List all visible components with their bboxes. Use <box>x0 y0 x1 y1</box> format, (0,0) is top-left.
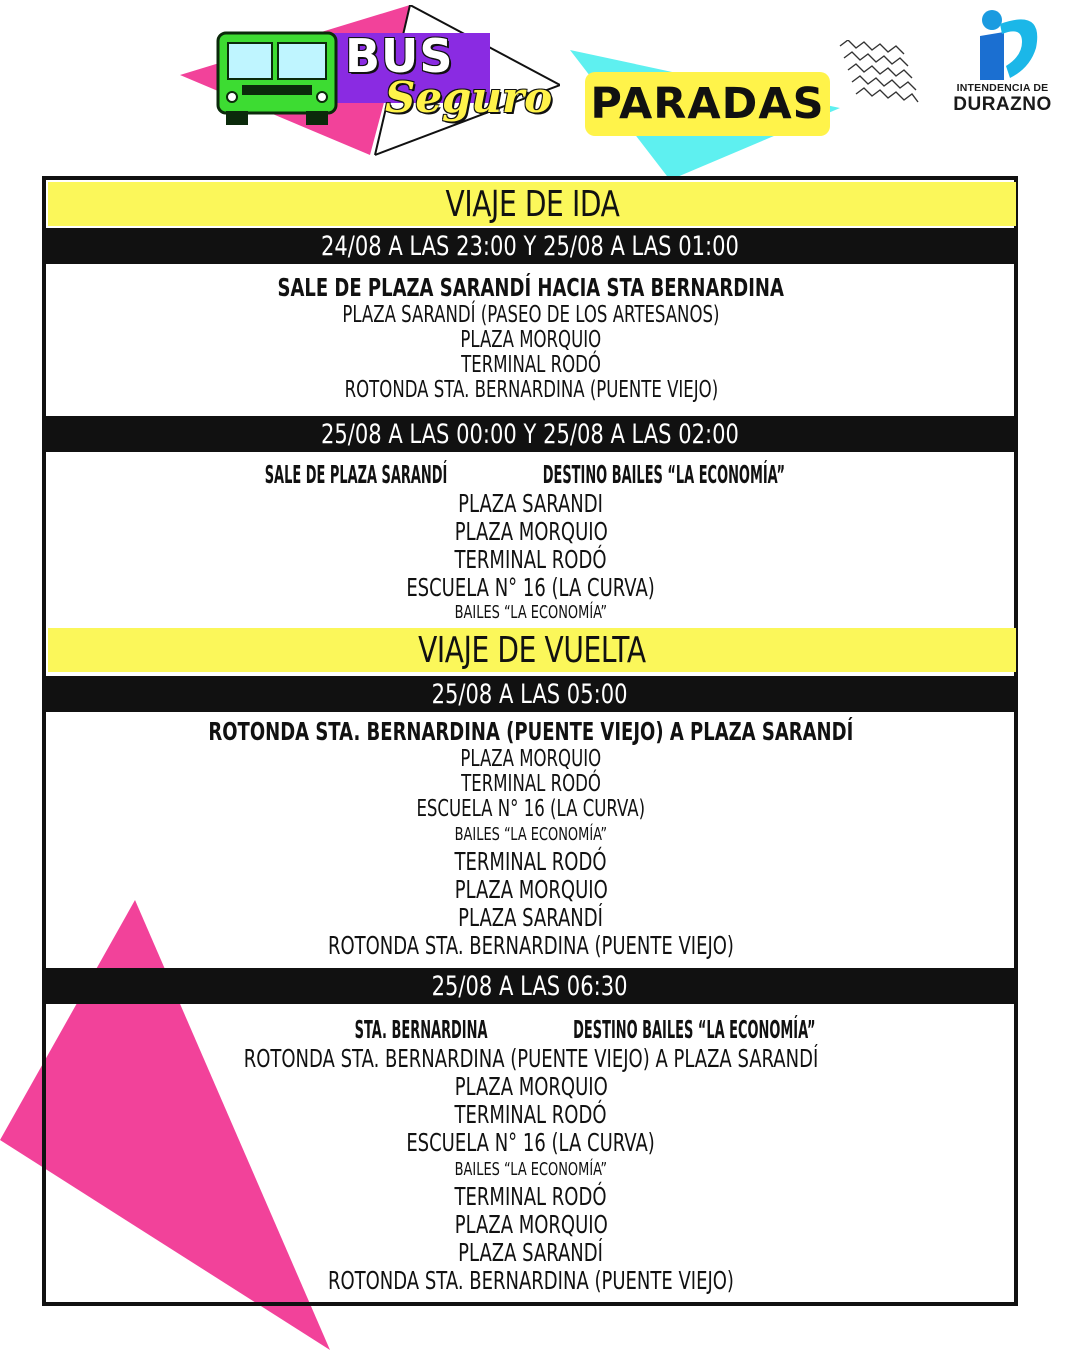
vuelta-trip2-block <box>46 1015 1016 1295</box>
list-item: ROTONDA STA. BERNARDINA (PUENTE VIEJO) <box>327 931 735 960</box>
bus-seguro-logo <box>180 5 560 165</box>
list-item: PLAZA SARANDI <box>458 489 604 518</box>
section-title-vuelta: VIAJE DE VUELTA <box>48 628 1016 672</box>
paradas-badge <box>585 72 830 136</box>
list-item: TERMINAL RODÓ <box>455 1182 607 1211</box>
list-item: ROTONDA STA. BERNARDINA (PUENTE VIEJO) <box>327 1266 735 1295</box>
ida-trip2-time: 25/08 A LAS 00:00 Y 25/08 A LAS 02:00 <box>44 416 1016 452</box>
intendencia-line2: DURAZNO <box>953 94 1052 115</box>
intendencia-line1: INTENDENCIA DE <box>956 82 1049 94</box>
list-item: ESCUELA N° 16 (LA CURVA) <box>416 796 646 822</box>
list-item: PLAZA MORQUIO <box>454 1210 608 1239</box>
page-title: PARADAS <box>590 79 825 129</box>
list-item: TERMINAL RODÓ <box>455 545 607 574</box>
zigzag-decoration-icon <box>838 40 920 108</box>
list-item: TERMINAL RODÓ <box>461 352 601 378</box>
ida-trip2-block <box>46 460 1016 624</box>
list-item: TERMINAL RODÓ <box>461 771 601 797</box>
list-item: PLAZA MORQUIO <box>454 517 608 546</box>
section-title-ida: VIAJE DE IDA <box>48 182 1016 226</box>
list-item: ESCUELA N° 16 (LA CURVA) <box>406 1128 656 1157</box>
list-item: PLAZA MORQUIO <box>454 875 608 904</box>
vuelta-trip2-route: STA. BERNARDINA DESTINO BAILES “LA ECONOMÍA” <box>355 1015 816 1044</box>
vuelta-trip1-block <box>46 717 1016 960</box>
vuelta-trip2-time: 25/08 A LAS 06:30 <box>44 968 1016 1004</box>
ida-trip1-block <box>46 273 1016 403</box>
list-item: BAILES “LA ECONOMÍA” <box>454 824 608 845</box>
ida-trip1-route: SALE DE PLAZA SARANDÍ HACIA STA BERNARDINA <box>277 273 785 302</box>
list-item: PLAZA MORQUIO <box>460 746 602 772</box>
list-item: TERMINAL RODÓ <box>455 847 607 876</box>
list-item: TERMINAL RODÓ <box>455 1100 607 1129</box>
list-item: ROTONDA STA. BERNARDINA (PUENTE VIEJO) A PLAZA SARANDÍ <box>243 1044 819 1073</box>
vuelta-trip1-time: 25/08 A LAS 05:00 <box>44 676 1016 712</box>
list-item: PLAZA SARANDÍ <box>458 903 604 932</box>
list-item: BAILES “LA ECONOMÍA” <box>454 1159 608 1180</box>
list-item: ROTONDA STA. BERNARDINA (PUENTE VIEJO) <box>344 377 718 403</box>
list-item: BAILES “LA ECONOMÍA” <box>454 602 608 623</box>
vuelta-trip1-route: ROTONDA STA. BERNARDINA (PUENTE VIEJO) A PLAZA SARANDÍ <box>208 717 854 746</box>
list-item: ESCUELA N° 16 (LA CURVA) <box>406 573 656 602</box>
list-item: PLAZA MORQUIO <box>454 1072 608 1101</box>
ida-trip1-time: 24/08 A LAS 23:00 Y 25/08 A LAS 01:00 <box>44 228 1016 264</box>
list-item: PLAZA SARANDÍ (PASEO DE LOS ARTESANOS) <box>342 302 720 328</box>
ida-trip2-route: SALE DE PLAZA SARANDÍ DESTINO BAILES “LA ECONOMÍA” <box>265 460 786 489</box>
logo-bus-text: BUS <box>345 29 454 83</box>
list-item: PLAZA MORQUIO <box>460 327 602 353</box>
intendencia-durazno-logo <box>940 8 1065 113</box>
logo-seguro-text: Seguro <box>385 73 553 122</box>
intendencia-logo-mark-icon <box>940 8 1065 82</box>
list-item: PLAZA SARANDÍ <box>458 1238 604 1267</box>
